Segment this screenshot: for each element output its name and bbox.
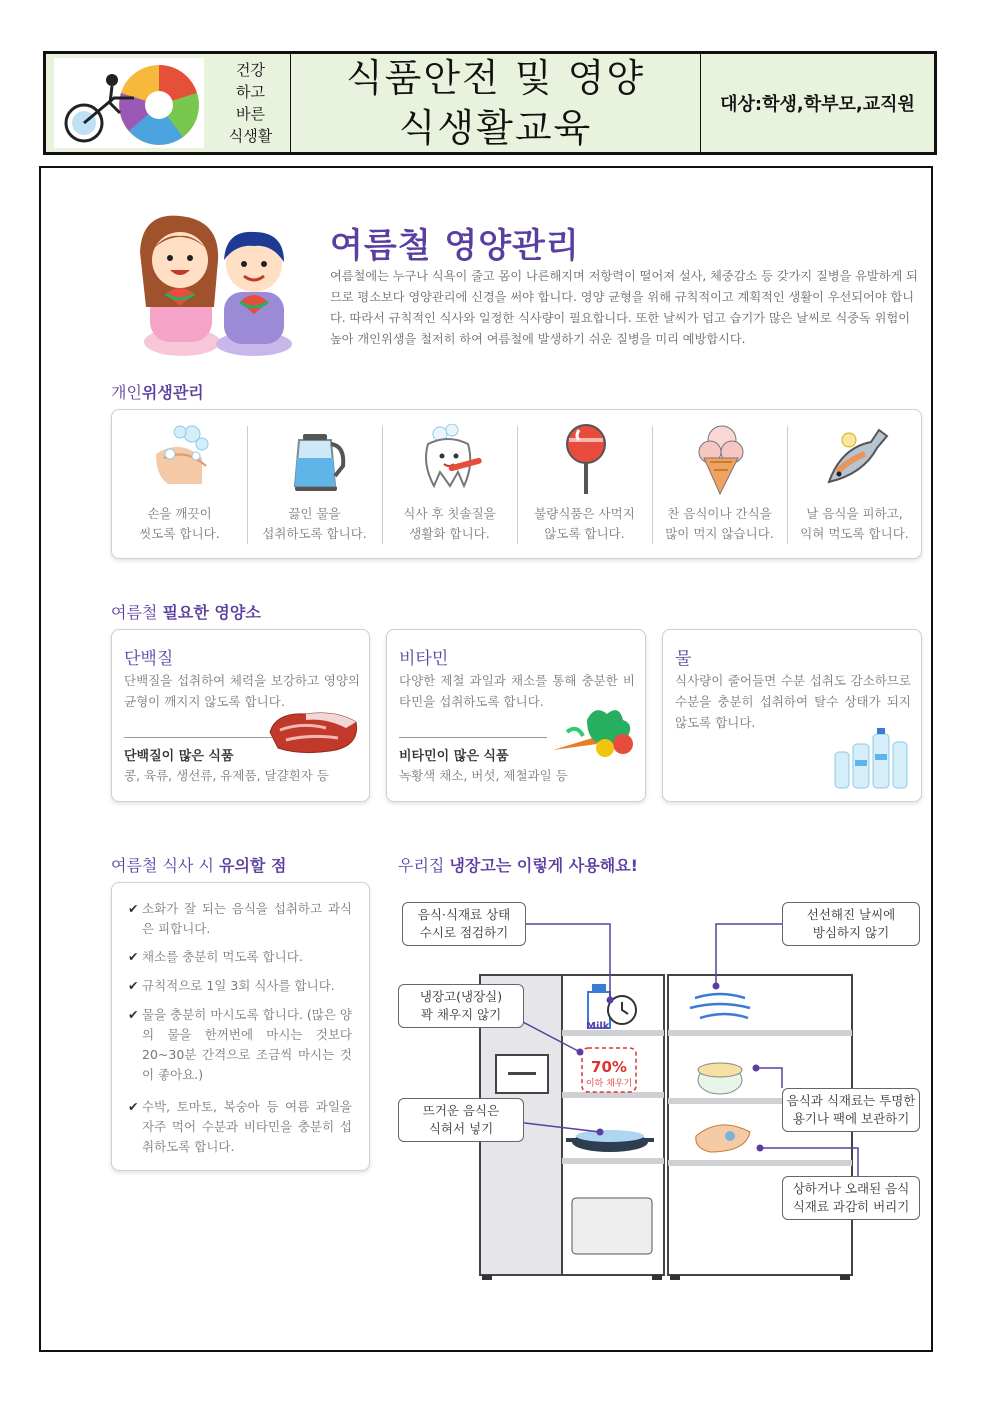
caution-item: ✔ 물을 충분히 마시도록 합니다. (많은 양의 물을 한꺼번에 마시는 것보다 20~30분 간격으로 조금씩 마시는 것이 좋아요.) [128,1007,352,1082]
kids-eating-watermelon-icon [132,212,302,362]
page-title-line1: 식품안전 및 영양 [345,56,646,100]
summer-nutrition-title: 여름철 영양관리 [330,226,580,266]
header-table [43,51,937,155]
nutrient-foods: 콩, 육류, 생선류, 유제품, 달걀흰자 등 [124,768,329,783]
callout-do-not-overfill: 냉장고(냉장실) 꽉 채우지 않기 [398,984,524,1028]
nutrients-heading: 여름철 필요한 영양소 [111,603,261,622]
callout-cool-hot-food: 뜨거운 음식은 식혀서 넣기 [398,1098,524,1142]
divider [124,737,272,738]
page-title-line2: 식생활교육 [398,106,593,150]
nutrient-card-water [662,629,922,802]
nutrient-title: 비타민 [399,649,449,669]
nutrient-sub-heading: 비타민이 많은 식품 [399,749,509,764]
hygiene-text-line: 끓인 물을 [288,506,341,521]
hygiene-text-line: 익혀 먹도록 합니다. [800,526,909,541]
hygiene-item-cold-food [652,410,787,558]
hygiene-text-line: 생활화 합니다. [409,526,490,541]
fish-icon [821,426,891,490]
hygiene-item-brushing [382,410,517,558]
water-bottles-icon [831,728,911,790]
nutrient-sub-heading: 단백질이 많은 식품 [124,749,234,764]
hygiene-text-line: 않도록 합니다. [544,526,625,541]
hygiene-text-line: 날 음식을 피하고, [806,506,903,521]
hygiene-item-handwash [112,410,247,558]
check-icon: ✔ [128,978,139,993]
target-cell [701,54,934,152]
nutrient-title: 단백질 [124,649,174,669]
check-icon: ✔ [128,1007,139,1022]
hygiene-item-boiled-water [247,410,382,558]
hygiene-text-line: 불량식품은 사먹지 [534,506,635,521]
ice-cream-icon [698,422,744,496]
check-icon: ✔ [128,901,139,916]
check-icon: ✔ [128,1099,139,1114]
target-audience: 대상:학생,학부모,교직원 [720,94,915,115]
caution-item: ✔ 소화가 잘 되는 음식을 섭취하고 과식은 피합니다. [128,901,352,936]
summer-nutrition-intro: 여름철에는 누구나 식욕이 줄고 몸이 나른해지며 저항력이 떨어져 설사, 체중감소 등 갖가지 질병을 유발하게 되므로 평소보다 영양관리에 신경을 써야 합니다. 영양 균형을 위해 규칙적이고 계획적인 생활이 우선되어야 합니다. 따라서 규칙적인 식사와 일정한 식사량이 필요합니다. 또한 날씨가 덥고 습기가 많은 날씨로 식중독 위험이 높아 개인위생을 철저히 하여 여름철에 발생하기 쉬운 질병을 미리 예방합시다. [330,269,918,346]
lollipop-icon [561,424,611,496]
title-cell [291,54,701,152]
hygiene-text-line: 찬 음식이나 간식을 [667,506,772,521]
caution-item: ✔ 수박, 토마토, 복숭아 등 여름 과일을 자주 먹어 수분과 비타민을 충분히 섭취하도록 합니다. [128,1099,352,1154]
hygiene-text-line: 손을 깨끗이 [147,506,212,521]
hygiene-box [111,409,922,559]
subtitle-line: 건강 [236,61,265,79]
divider [399,737,547,738]
callout-check-condition: 음식·식재료 상태 수시로 점검하기 [402,902,526,946]
hygiene-item-raw-food [787,410,922,558]
fill-caption: 이하 채우기 [585,1079,633,1089]
nutrient-desc: 다양한 제철 과일과 채소를 통해 충분한 비타민을 섭취하도록 합니다. [399,673,635,709]
logo-cell [46,54,211,152]
hygiene-item-junk-food [517,410,652,558]
nutrient-desc: 식사량이 줄어들면 수분 섭취도 감소하므로 수분을 충분히 섭취하여 탈수 상태가 되지 않도록 합니다. [675,673,911,730]
caution-item: ✔ 규칙적으로 1일 3회 식사를 합니다. [128,976,352,996]
fill-percent: 70% [591,1058,627,1076]
nutrient-title: 물 [675,649,692,669]
hygiene-text-line: 섭취하도록 합니다. [262,526,367,541]
caution-item: ✔ 채소를 충분히 먹도록 합니다. [128,947,352,967]
subtitle-line: 식생활 [228,127,273,145]
nutrient-foods: 녹황색 채소, 버섯, 제철과일 등 [399,768,568,783]
meat-icon [266,704,362,756]
vegetables-icon [547,700,639,762]
callout-discard-spoiled: 상하거나 오래된 음식 식재료 과감히 버리기 [782,1176,920,1220]
hygiene-heading: 개인위생관리 [111,383,204,402]
subtitle-line: 바른 [236,105,265,123]
nutrient-card-protein [111,629,370,802]
kettle-icon [285,426,347,492]
check-icon: ✔ [128,949,139,964]
hand-washing-icon [150,424,212,490]
fridge-heading: 우리집 냉장고는 이렇게 사용해요! [398,856,638,875]
hygiene-text-line: 식사 후 칫솔질을 [403,506,496,521]
hygiene-text-line: 씻도록 합니다. [139,526,220,541]
nutrient-desc: 단백질을 섭취하여 체력을 보강하고 영양의 균형이 깨지지 않도록 합니다. [124,673,360,709]
callout-cool-weather: 선선해진 날씨에 방심하지 않기 [782,902,920,946]
milk-label: Milk [586,1021,610,1032]
cautions-heading: 여름철 식사 시 유의할 점 [111,856,287,875]
tooth-brushing-icon [418,424,484,492]
nutrient-card-vitamin [386,629,646,802]
hygiene-text-line: 많이 먹지 않습니다. [665,526,774,541]
food-wheel-logo-icon [54,58,204,148]
subtitle-cell [211,54,291,152]
subtitle-line: 하고 [236,83,265,101]
callout-transparent-container: 음식과 식재료는 투명한 용기나 팩에 보관하기 [782,1088,920,1132]
cautions-box [111,882,370,1171]
